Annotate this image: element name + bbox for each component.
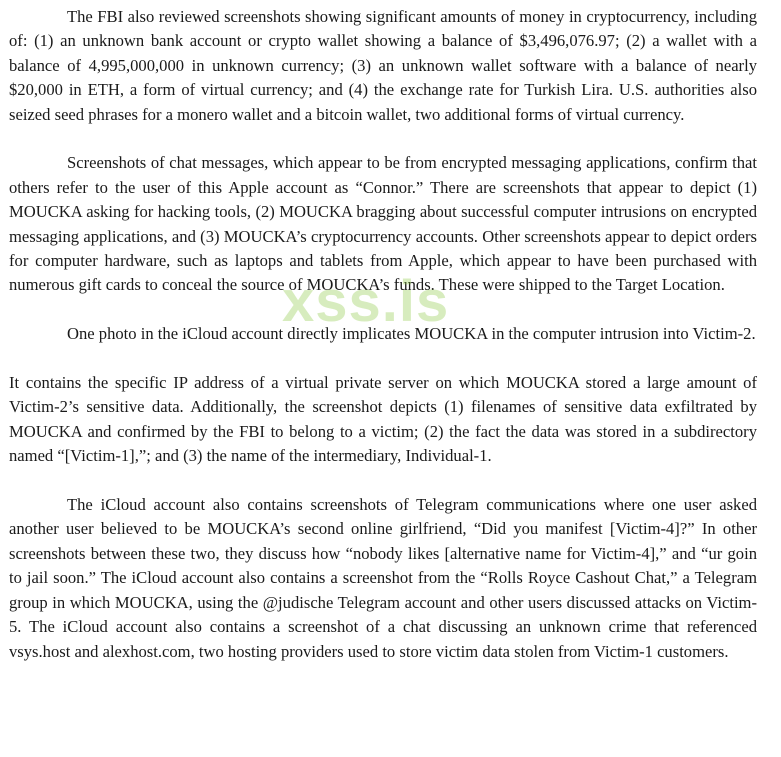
- paragraph-telegram-communications: The iCloud account also contains screenshots of Telegram communications where one user asked another user believed to be MOUCKA’s second online girlfriend, “Did you manifest [Victim-4]?” In other screenshots between these two, they discuss how “nobody likes [alternative name for Victim-4],” and “ur goin to jail soon.” The iCloud account also contains a screenshot from the “Rolls Royce Cashout Chat,” a Telegram group in which MOUCKA, using the @judische Telegram account and other users discussed attacks on Victim-5. The iCloud account also contains a screenshot of a chat discussing an unknown crime that referenced vsys.host and alexhost.com, two hosting providers used to store victim data stolen from Victim-1 customers.: [9, 495, 757, 661]
- paragraph-crypto-screenshots: The FBI also reviewed screenshots showing significant amounts of money in cryptocurrency, including of: (1) an unknown bank account or crypto wallet showing a balance of $3,496,076.97; (2) a wallet with a balance of 4,995,000,000 in unknown currency; (3) an unknown wallet software with a balance of nearly $20,000 in ETH, a form of virtual currency; and (4) the exchange rate for Turkish Lira. U.S. authorities also seized seed phrases for a monero wallet and a bitcoin wallet, two additional forms of virtual currency.: [9, 7, 757, 124]
- paragraph-chat-messages: Screenshots of chat messages, which appear to be from encrypted messaging applications, confirm that others refer to the user of this Apple account as “Connor.” There are screenshots that appear to depict (1) MOUCKA asking for hacking tools, (2) MOUCKA bragging about successful computer intrusions on encrypted messaging applications, and (3) MOUCKA’s cryptocurrency accounts. Other screenshots appear to depict orders for computer hardware, such as laptops and tablets from Apple, which appear to have been purchased with numerous gift cards to conceal the source of MOUCKA’s funds. These were shipped to the Target Location.: [9, 153, 757, 295]
- watermark: xss.is: [282, 269, 450, 334]
- paragraph-icloud-photo: One photo in the iCloud account directly implicates MOUCKA in the computer intrusion into Victim-2.: [67, 324, 756, 344]
- document-body: [9, 5, 757, 664]
- paragraph-ip-address: It contains the specific IP address of a virtual private server on which MOUCKA stored a large amount of Victim-2’s sensitive data. Additionally, the screenshot depicts (1) filenames of sensitive data exfiltrated by MOUCKA and confirmed by the FBI to belong to a victim; (2) the fact the data was stored in a subdirectory named “[Victim-1],”; and (3) the name of the intermediary, Individual-1.: [9, 373, 757, 466]
